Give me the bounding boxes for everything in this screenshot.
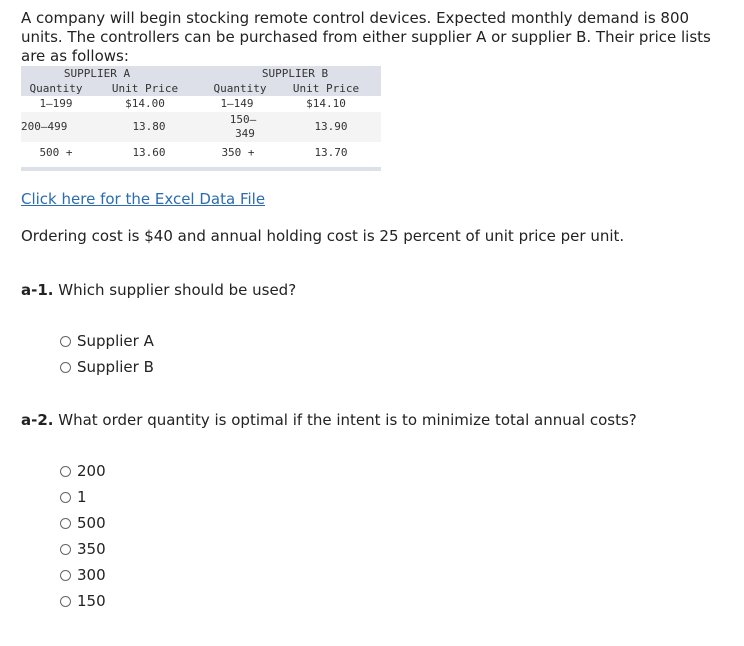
option-350[interactable] (60, 539, 106, 559)
question-a2-label: a-2. (21, 411, 54, 429)
option-supplier-b[interactable] (60, 357, 154, 377)
option-label: 300 (77, 566, 106, 584)
table-row (21, 142, 381, 164)
radio-button[interactable] (60, 596, 71, 607)
supplier-a-heading: SUPPLIER A (63, 67, 131, 80)
option-label: 1 (77, 488, 87, 506)
radio-button[interactable] (60, 466, 71, 477)
option-label: 350 (77, 540, 106, 558)
supplier-b-heading: SUPPLIER B (261, 67, 329, 80)
b-quantity-cell: 1–149 (220, 97, 254, 110)
radio-button[interactable] (60, 362, 71, 373)
option-1[interactable] (60, 487, 87, 507)
question-a2-text: What order quantity is optimal if the intent is to minimize total annual costs? (53, 411, 637, 429)
radio-button[interactable] (60, 570, 71, 581)
table-bottom-rule (21, 167, 381, 171)
question-a2 (21, 411, 637, 429)
option-label: Supplier A (77, 332, 154, 350)
a-quantity-cell: 500 + (39, 146, 73, 159)
a-price-cell: $14.00 (125, 97, 165, 110)
a-quantity-header: Quantity (29, 82, 83, 95)
a-quantity-cell: 1–199 (39, 97, 73, 110)
table-row (21, 96, 381, 112)
radio-button[interactable] (60, 544, 71, 555)
question-a1 (21, 281, 296, 299)
radio-button[interactable] (60, 336, 71, 347)
option-supplier-a[interactable] (60, 331, 154, 351)
a-price-cell: 13.80 (132, 120, 166, 133)
option-300[interactable] (60, 565, 106, 585)
b-quantity-cell: 350 + (221, 146, 255, 159)
question-a1-label: a-1. (21, 281, 54, 299)
a-price-cell: 13.60 (132, 146, 166, 159)
radio-button[interactable] (60, 492, 71, 503)
b-quantity-header: Quantity (213, 82, 267, 95)
option-150[interactable] (60, 591, 106, 611)
b-quantity-cell-line-2: 349 (235, 127, 255, 140)
question-a1-text: Which supplier should be used? (53, 281, 297, 299)
a-unit-price-header: Unit Price (111, 82, 179, 95)
b-price-cell: $14.10 (306, 97, 346, 110)
table-row (21, 112, 381, 142)
ordering-cost-text: Ordering cost is $40 and annual holding cost is 25 percent of unit price per unit. (21, 227, 625, 245)
b-price-cell: 13.70 (314, 146, 348, 159)
problem-intro: A company will begin stocking remote control devices. Expected monthly demand is 800 units. The controllers can be purchased from either supplier A or supplier B. Their price lists are as follows: (21, 9, 711, 65)
price-table (21, 66, 381, 171)
excel-data-link[interactable]: Click here for the Excel Data File (21, 190, 266, 208)
option-label: 500 (77, 514, 106, 532)
option-label: Supplier B (77, 358, 154, 376)
option-200[interactable] (60, 461, 106, 481)
price-table-header (21, 66, 381, 96)
b-unit-price-header: Unit Price (292, 82, 360, 95)
option-label: 150 (77, 592, 106, 610)
radio-button[interactable] (60, 518, 71, 529)
b-price-cell: 13.90 (314, 120, 348, 133)
a-quantity-cell: 200–499 (21, 120, 68, 133)
option-label: 200 (77, 462, 106, 480)
option-500[interactable] (60, 513, 106, 533)
b-quantity-cell-line-1: 150– (229, 113, 257, 126)
